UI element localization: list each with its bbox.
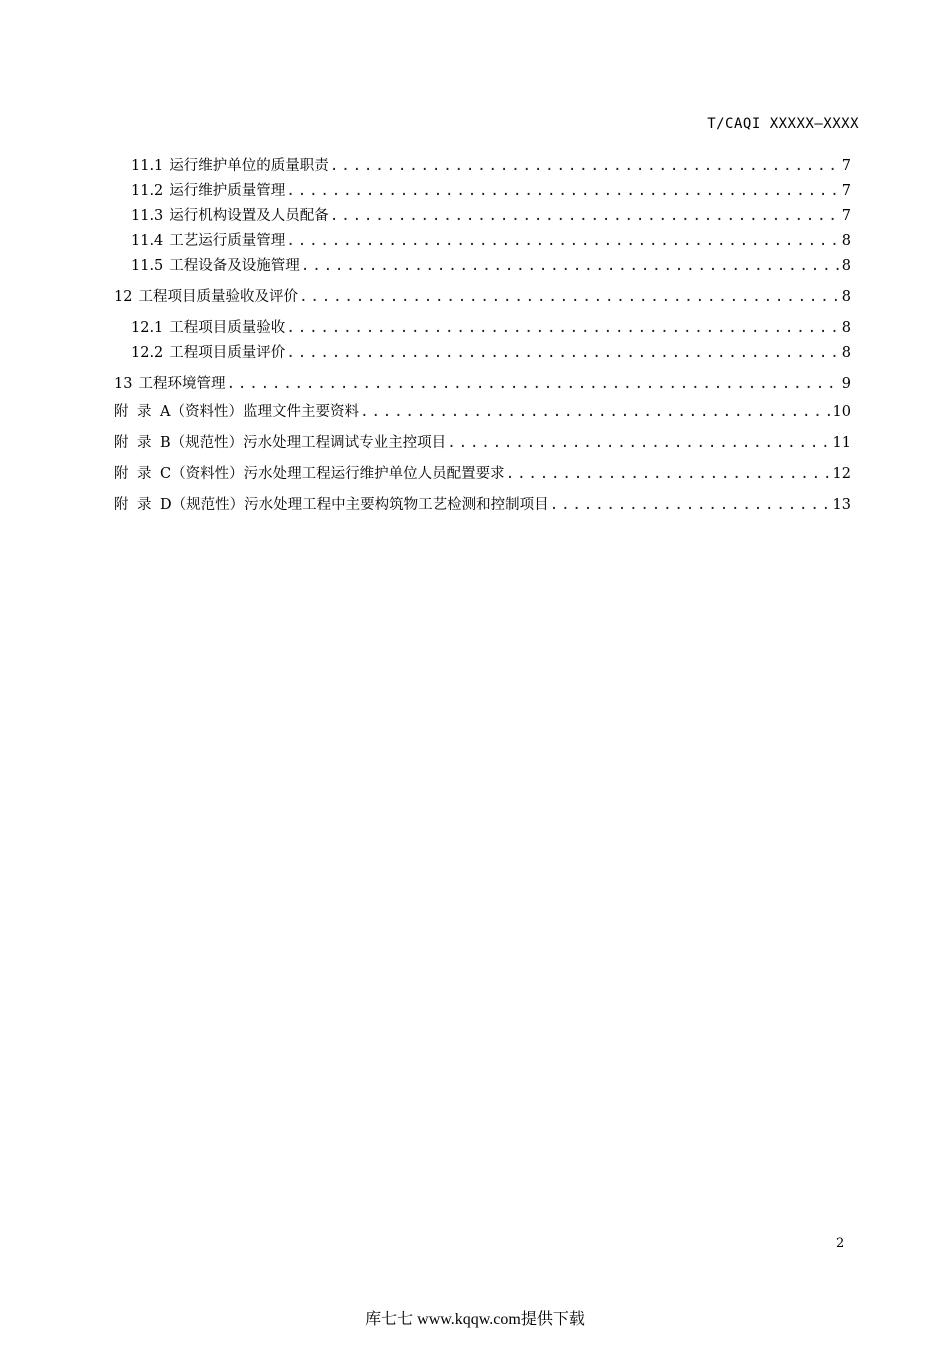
toc-entry-page: 13 (832, 497, 851, 513)
toc-entry-number: 11.5 (131, 258, 164, 274)
table-of-contents (114, 154, 851, 521)
toc-entry-title: 工程设备及设施管理 (169, 258, 300, 274)
toc-entry-12[interactable] (114, 285, 851, 310)
toc-appendix-c[interactable] (114, 459, 851, 490)
toc-entry-page: 8 (841, 289, 851, 305)
toc-entry-11-5[interactable] (114, 254, 851, 279)
toc-entry-number: 11.2 (131, 183, 164, 199)
document-code: T/CAQI XXXXX—XXXX (707, 116, 859, 132)
appendix-title: 污水处理工程运行维护单位人员配置要求 (243, 466, 505, 482)
toc-entry-page: 8 (841, 258, 851, 274)
toc-entry-page: 12 (832, 466, 851, 482)
toc-leader-dots (299, 285, 840, 310)
toc-entry-number: 12.1 (131, 320, 164, 336)
toc-entry-number: 12 (114, 289, 133, 305)
toc-leader-dots (286, 179, 839, 204)
toc-entry-page: 7 (841, 158, 851, 174)
toc-entry-title: 工艺运行质量管理 (169, 233, 286, 249)
appendix-type: （规范性） (170, 435, 244, 451)
appendix-title: 监理文件主要资料 (242, 404, 359, 420)
appendix-prefix: 附 录 (114, 404, 152, 420)
toc-leader-dots (550, 490, 831, 521)
page-number: 2 (836, 1236, 845, 1251)
toc-entry-13[interactable] (114, 372, 851, 397)
appendix-prefix: 附 录 (114, 435, 152, 451)
toc-appendix-d[interactable] (114, 490, 851, 521)
appendix-type: （资料性） (170, 404, 243, 420)
toc-entry-11-1[interactable] (114, 154, 851, 179)
toc-leader-dots (286, 229, 839, 254)
toc-leader-dots (301, 254, 840, 279)
appendix-letter: C (160, 466, 172, 482)
appendix-title: 污水处理工程中主要构筑物工艺检测和控制项目 (244, 497, 549, 513)
toc-entry-12-2[interactable] (114, 341, 851, 366)
appendix-letter: A (160, 404, 171, 420)
toc-entry-title: 运行机构设置及人员配备 (169, 208, 329, 224)
toc-entry-number: 11.3 (131, 208, 164, 224)
toc-entry-title: 工程环境管理 (138, 376, 226, 392)
toc-entry-title: 工程项目质量评价 (169, 345, 286, 361)
toc-entry-12-1[interactable] (114, 316, 851, 341)
appendix-prefix: 附 录 (114, 497, 152, 513)
toc-entry-page: 8 (841, 345, 851, 361)
toc-entry-11-2[interactable] (114, 179, 851, 204)
toc-entry-page: 8 (841, 320, 851, 336)
toc-entry-number: 11.4 (131, 233, 164, 249)
toc-entry-number: 11.1 (131, 158, 164, 174)
toc-entry-title: 工程项目质量验收及评价 (138, 289, 298, 305)
toc-entry-page: 9 (841, 376, 851, 392)
appendix-letter: B (160, 435, 171, 451)
toc-appendix-a[interactable] (114, 397, 851, 428)
toc-entry-title: 运行维护单位的质量职责 (169, 158, 329, 174)
toc-leader-dots (447, 428, 830, 459)
toc-entry-11-4[interactable] (114, 229, 851, 254)
toc-entry-page: 8 (841, 233, 851, 249)
appendix-type: （规范性） (171, 497, 245, 513)
toc-entry-page: 7 (841, 208, 851, 224)
appendix-title: 污水处理工程调试专业主控项目 (243, 435, 447, 451)
download-source-note: 库七七 www.kqqw.com提供下载 (365, 1311, 585, 1328)
appendix-letter: D (160, 497, 172, 513)
toc-entry-number: 13 (114, 376, 133, 392)
toc-entry-number: 12.2 (131, 345, 164, 361)
toc-leader-dots (286, 341, 839, 366)
toc-leader-dots (226, 372, 839, 397)
toc-entry-title: 运行维护质量管理 (169, 183, 286, 199)
toc-leader-dots (506, 459, 831, 490)
appendix-type: （资料性） (171, 466, 244, 482)
toc-leader-dots (286, 316, 839, 341)
appendix-prefix: 附 录 (114, 466, 152, 482)
toc-entry-page: 10 (832, 404, 851, 420)
toc-entry-11-3[interactable] (114, 204, 851, 229)
toc-entry-page: 7 (841, 183, 851, 199)
toc-leader-dots (360, 397, 831, 428)
toc-entry-page: 11 (832, 435, 851, 451)
toc-leader-dots (330, 204, 840, 229)
toc-leader-dots (330, 154, 840, 179)
toc-appendix-b[interactable] (114, 428, 851, 459)
toc-entry-title: 工程项目质量验收 (169, 320, 286, 336)
